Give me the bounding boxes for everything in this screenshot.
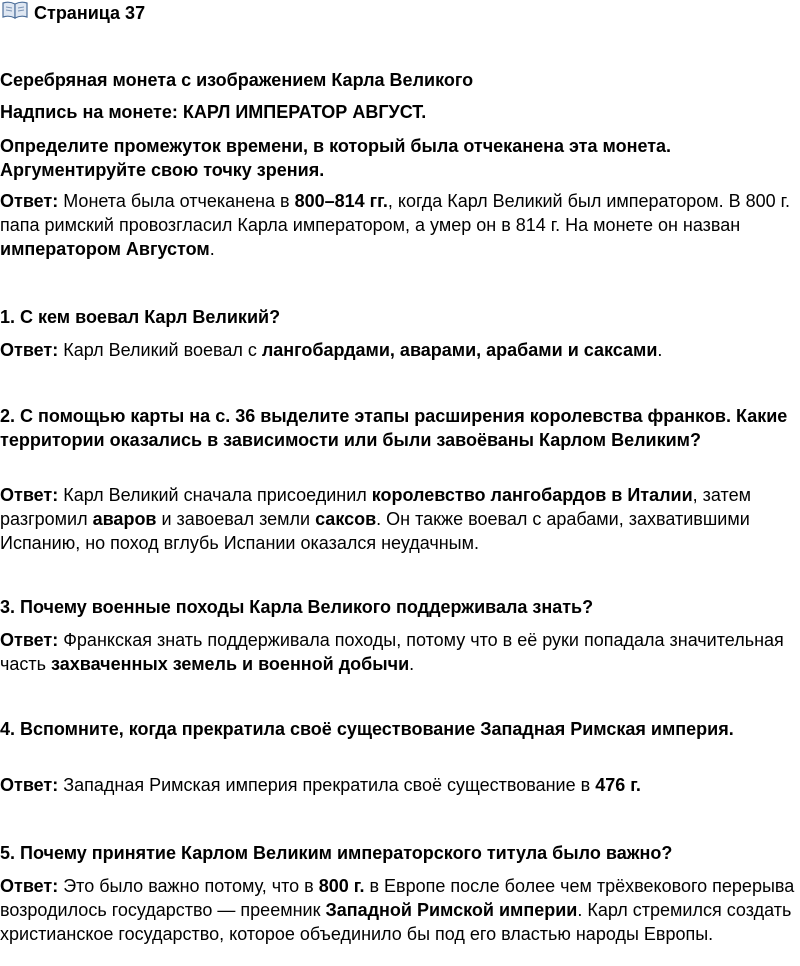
- coin-title: Серебряная монета с изображением Карла Великого: [0, 70, 474, 90]
- question-4: 4. Вспомните, когда прекратила своё существование Западная Римская империя.: [0, 719, 734, 739]
- answer-label: Ответ:: [0, 191, 59, 211]
- answer-label: Ответ:: [0, 775, 59, 795]
- page-header: [2, 0, 145, 26]
- answer-label: Ответ:: [0, 876, 59, 896]
- question-3: 3. Почему военные походы Карла Великого поддерживала знать?: [0, 597, 594, 617]
- answer-label: Ответ:: [0, 340, 59, 360]
- open-book-icon: [2, 0, 28, 26]
- answer-1: Ответ: Карл Великий воевал с лангобардами, аварами, арабами и саксами.: [0, 340, 663, 360]
- coin-inscription: Надпись на монете: КАРЛ ИМПЕРАТОР АВГУСТ.: [0, 102, 427, 122]
- question-1: 1. С кем воевал Карл Великий?: [0, 307, 281, 327]
- answer-label: Ответ:: [0, 630, 59, 650]
- question-5: 5. Почему принятие Карлом Великим императорского титула было важно?: [0, 843, 673, 863]
- coin-question: Определите промежуток времени, в который была отчеканена эта монета. Аргументируйте свою точку зрения.: [0, 136, 672, 180]
- answer-label: Ответ:: [0, 485, 59, 505]
- answer-3: Ответ: Франкская знать поддерживала походы, потому что в её руки попадала значительная часть захваченных земель и военной добычи.: [0, 630, 784, 674]
- page-title: Страница 37: [34, 3, 146, 23]
- answer-4: Ответ: Западная Римская империя прекратила своё существование в 476 г.: [0, 775, 641, 795]
- answer-5: Ответ: Это было важно потому, что в 800 г. в Европе после более чем трёхвекового перерыва возродилось государство — преемник Западной Римской империи. Карл стремился создать христианское государство, которое объединило бы под его властью народы Европы.: [0, 876, 795, 944]
- answer-2: Ответ: Карл Великий сначала присоединил королевство лангобардов в Италии, затем разгромил аваров и завоевал земли саксов. Он также воевал с арабами, захватившими Испанию, но поход вглубь Испании оказался неудачным.: [0, 485, 751, 553]
- coin-answer: Ответ: Монета была отчеканена в 800–814 гг., когда Карл Великий был императором. В 800 г. папа римский провозгласил Карла императором, а умер он в 814 г. На монете он назван императором Августом.: [0, 191, 791, 259]
- question-2: 2. С помощью карты на с. 36 выделите этапы расширения королевства франков. Какие территории оказались в зависимости или были завоёваны Карлом Великим?: [0, 406, 788, 450]
